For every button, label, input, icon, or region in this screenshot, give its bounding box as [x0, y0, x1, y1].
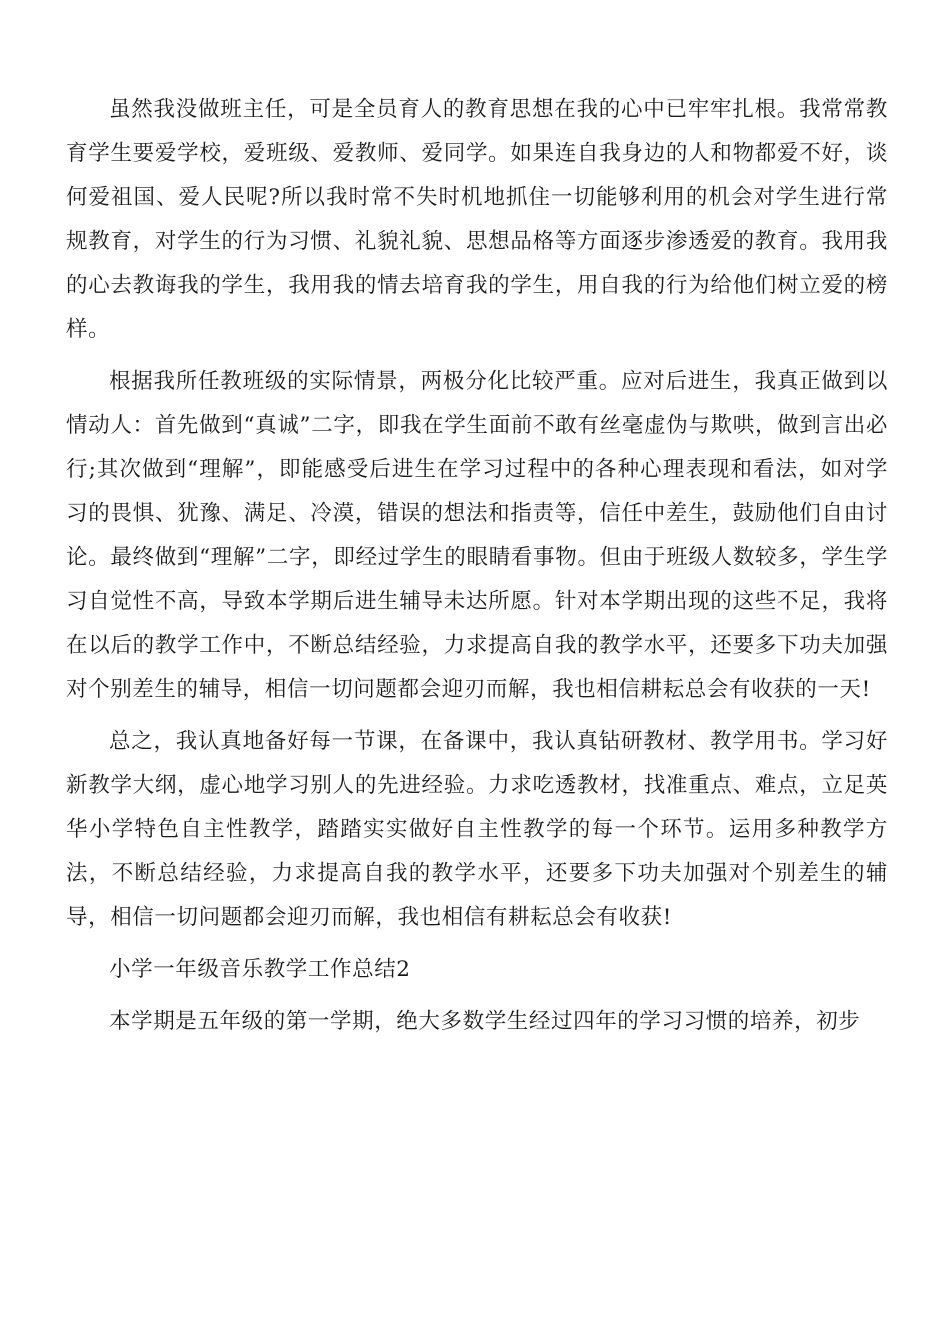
paragraph-new-section: 本学期是五年级的第一学期，绝大多数学生经过四年的学习习惯的培养，初步: [109, 1009, 861, 1034]
paragraph-summary: 总之，我认真地备好每一节课，在备课中，我认真钻研教材、教学用书。学习好新教学大纲，虚心地学习别人的先进经验。力求吃透教材，找准重点、难点，立足英华小学特色自主性教学，踏踏实实做好自主性教学的每一个环节。运用多种教学方法，不断总结经验，力求提高自我的教学水平，还要多下功夫加强对个别差生的辅导，相信一切问题都会迎刃而解，我也相信有耕耘总会有收获!: [66, 729, 888, 930]
paragraph-love-education: 虽然我没做班主任，可是全员育人的教育思想在我的心中已牢牢扎根。我常常教育学生要爱学校，爱班级、爱教师、爱同学。如果连自我身边的人和物都爱不好，谈何爱祖国、爱人民呢?所以我时常不失时机地抓住一切能够利用的机会对学生进行常规教育，对学生的行为习惯、礼貌礼貌、思想品格等方面逐步渗透爱的教育。我用我的心去教诲我的学生，我用我的情去培育我的学生，用自我的行为给他们树立爱的榜样。: [66, 97, 888, 342]
document-body: [66, 88, 888, 1052]
section-title: 小学一年级音乐教学工作总结2: [109, 957, 411, 982]
paragraph-struggling-students: 根据我所任教班级的实际情景，两极分化比较严重。应对后进生，我真正做到以情动人：首先做到“真诚”二字，即我在学生面前不敢有丝毫虚伪与欺哄，做到言出必行;其次做到“理解”，即能感受后进生在学习过程中的各种心理表现和看法，如对学习的畏惧、犹豫、满足、冷漠，错误的想法和指责等，信任中差生，鼓励他们自由讨论。最终做到“理解”二字，即经过学生的眼睛看事物。但由于班级人数较多，学生学习自觉性不高，导致本学期后进生辅导未达所愿。针对本学期出现的这些不足，我将在以后的教学工作中，不断总结经验，力求提高自我的教学水平，还要多下功夫加强对个别差生的辅导，相信一切问题都会迎刃而解，我也相信耕耘总会有收获的一天!: [66, 369, 888, 702]
